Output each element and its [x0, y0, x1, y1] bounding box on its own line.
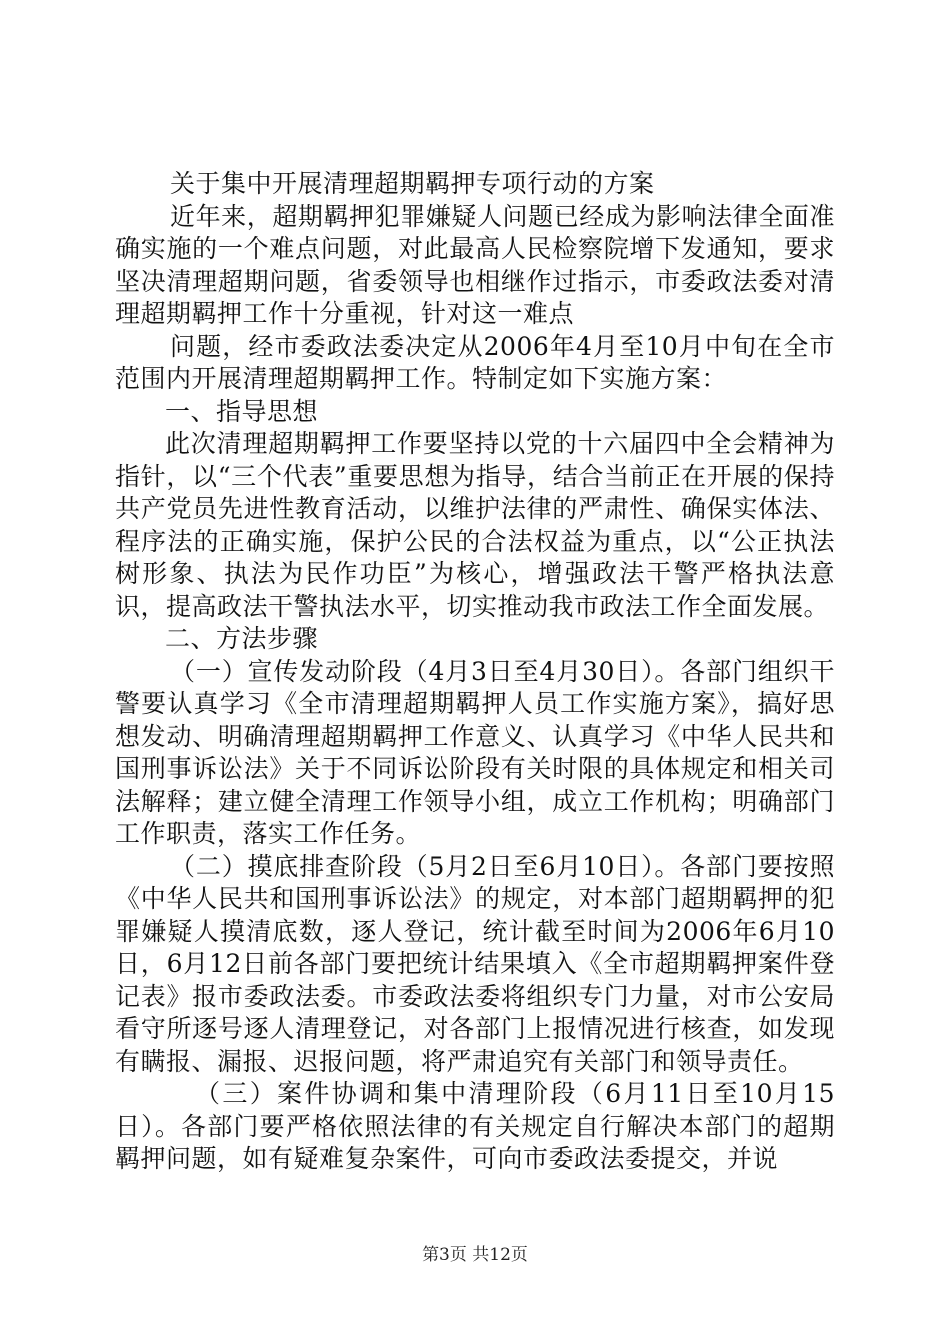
- section-heading-guiding-thought: 一、指导思想: [165, 396, 319, 426]
- paragraph-step-three: （三）案件协调和集中清理阶段（6月11日至10月15日）。各部门要严格依照法律的有关规定自行解决本部门的超期羁押问题，如有疑难复杂案件，可向市委政法委提交，并说: [115, 1079, 835, 1173]
- page-number-footer: 第3页 共12页: [422, 1245, 528, 1265]
- paragraph-intro-continued: 问题，经市委政法委决定从2006年4月至10月中旬在全市范围内开展清理超期羁押工作。特制定如下实施方案：: [115, 331, 835, 393]
- paragraph-intro: 近年来，超期羁押犯罪嫌疑人问题已经成为影响法律全面准确实施的一个难点问题，对此最高人民检察院增下发通知，要求坚决清理超期问题，省委领导也相继作过指示，市委政法委对清理超期羁押工作十分重视，针对这一难点: [115, 201, 835, 328]
- paragraph-step-one: （一）宣传发动阶段（4月3日至4月30日）。各部门组织干警要认真学习《全市清理超期羁押人员工作实施方案》，搞好思想发动、明确清理超期羁押工作意义、认真学习《中华人民共和国刑事诉讼法》关于不同诉讼阶段有关时限的具体规定和相关司法解释；建立健全清理工作领导小组，成立工作机构；明确部门工作职责，落实工作任务。: [115, 656, 835, 848]
- section-heading-methods-steps: 二、方法步骤: [165, 624, 319, 653]
- paragraph-step-two: （二）摸底排查阶段（5月2日至6月10日）。各部门要按照《中华人民共和国刑事诉讼法》的规定，对本部门超期羁押的犯罪嫌疑人摸清底数，逐人登记，统计截至时间为2006年6月10日，6月12日前各部门要把统计结果填入《全市超期羁押案件登记表》报市委政法委。市委政法委将组织专门力量，对市公安局看守所逐号逐人清理登记，对各部门上报情况进行核查，如发现有瞒报、漏报、迟报问题，将严肃追究有关部门和领导责任。: [115, 851, 835, 1076]
- document-body: [115, 168, 835, 1176]
- paragraph-guiding-thought: 此次清理超期羁押工作要坚持以党的十六届四中全会精神为指针，以“三个代表”重要思想为指导，结合当前正在开展的保持共产党员先进性教育活动，以维护法律的严肃性、确保实体法、程序法的正确实施，保护公民的合法权益为重点，以“公正执法树形象、执法为民作功臣”为核心，增强政法干警严格执法意识，提高政法干警执法水平，切实推动我市政法工作全面发展。: [115, 429, 835, 621]
- document-title: 关于集中开展清理超期羁押专项行动的方案: [170, 169, 655, 198]
